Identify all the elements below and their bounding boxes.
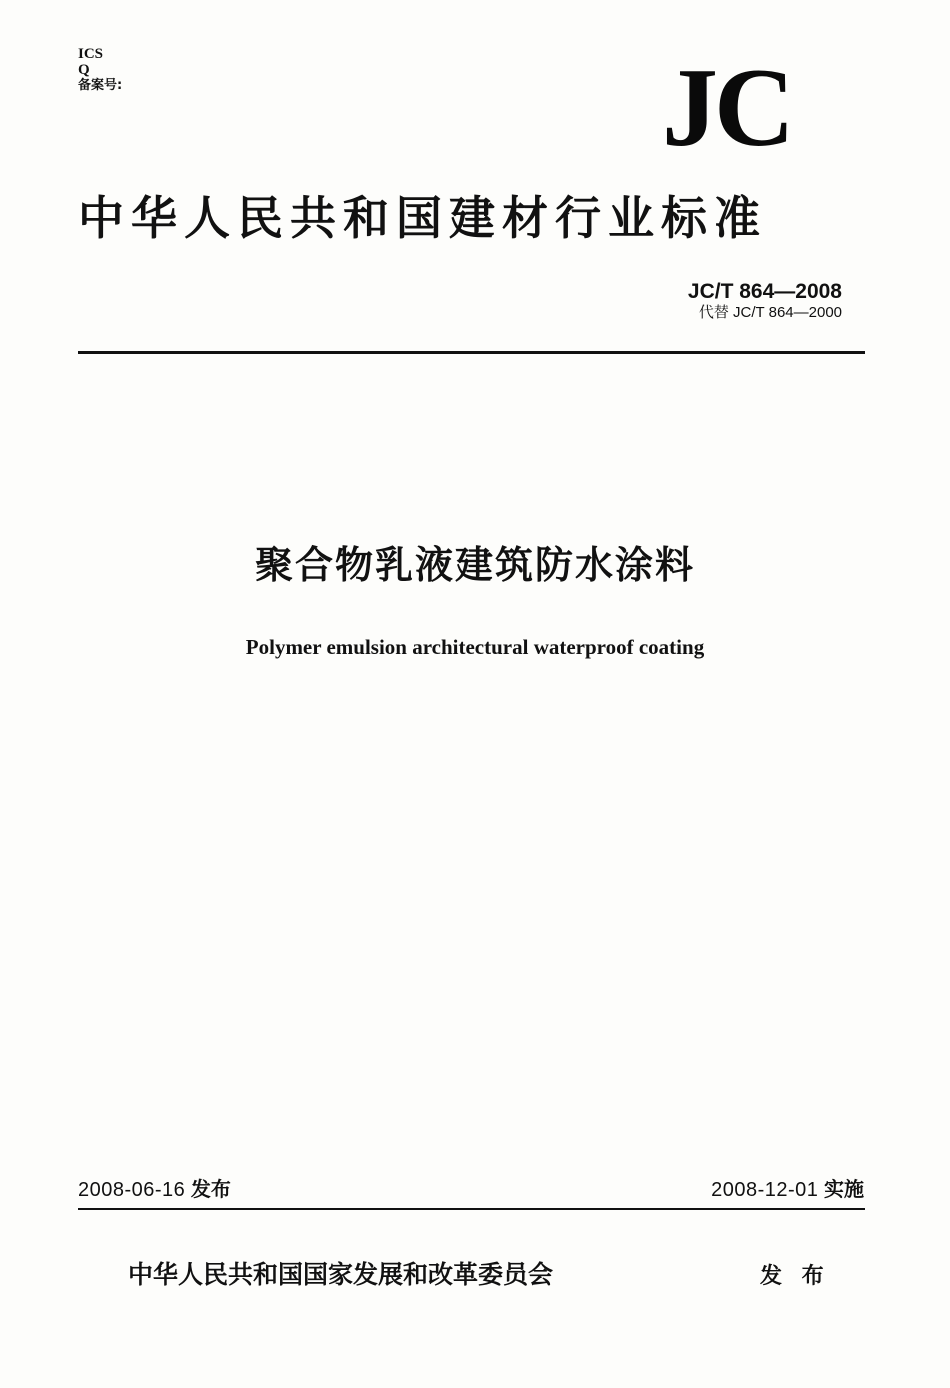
issue-date-label: 发布 [190,1179,231,1201]
issue-date: 2008-06-16 [78,1179,186,1201]
category-label: Q [78,62,90,78]
replaces-code: 代替 JC/T 864—2000 [698,304,842,321]
issuing-authority: 中华人民共和国国家发展和改革委员会 [128,1260,554,1289]
standard-code-block [688,280,842,322]
issue-date-block [78,1176,231,1204]
top-divider [78,351,865,354]
jc-logo: JC [662,46,791,170]
implement-date: 2008-12-01 [711,1179,819,1201]
classification-block [78,46,122,94]
implement-date-label: 实施 [824,1179,864,1201]
ics-label: ICS [78,46,104,62]
issuer-issue-label: 发 布 [760,1264,830,1289]
implement-date-block [711,1176,864,1204]
bottom-divider [78,1208,865,1210]
document-title-chinese: 聚合物乳液建筑防水涂料 [254,543,695,587]
filing-number-label: 备案号: [78,78,123,93]
standard-code: JC/T 864—2008 [687,280,842,303]
document-title-english: Polymer emulsion architectural waterproof coating [245,635,705,659]
standard-title: 中华人民共和国建材行业标准 [78,191,767,245]
